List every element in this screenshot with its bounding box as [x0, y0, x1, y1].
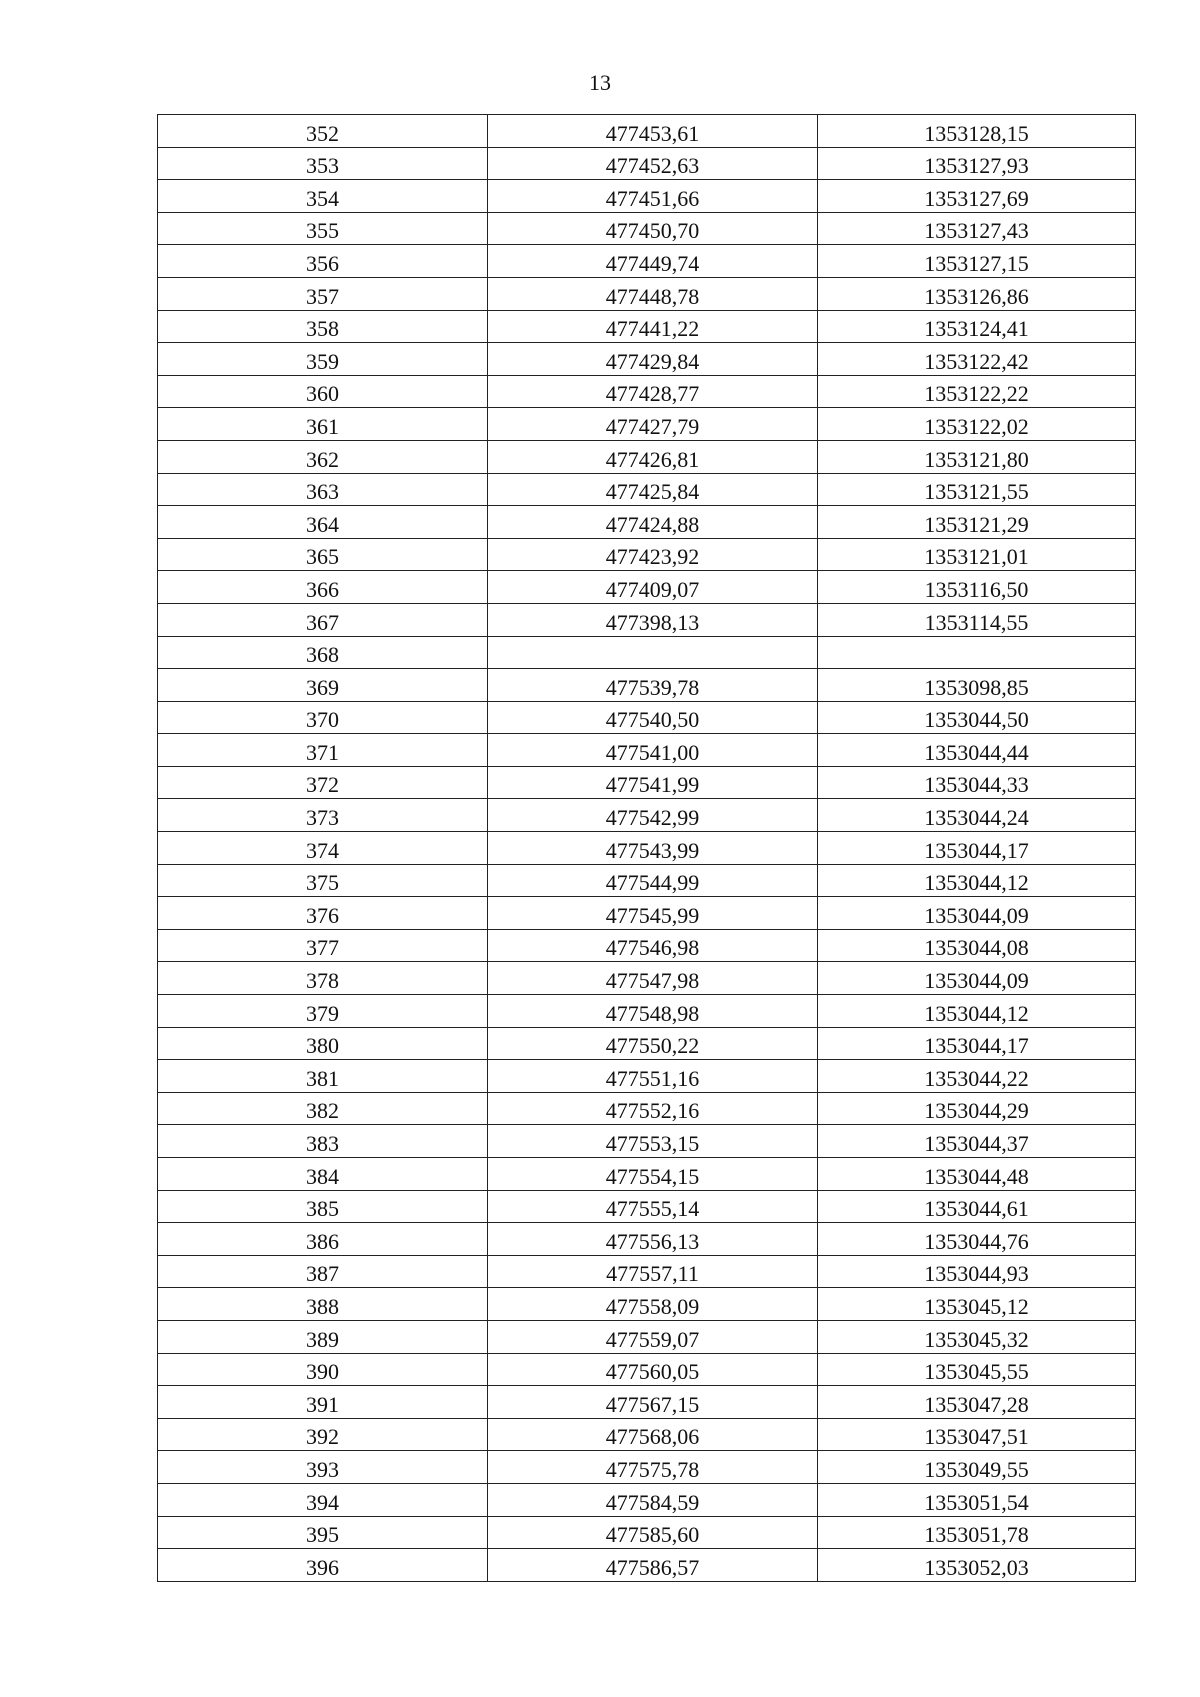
table-row — [158, 1027, 1136, 1060]
point-number-cell: 382 — [158, 1092, 488, 1125]
table-row — [158, 1516, 1136, 1549]
x-coordinate-cell — [488, 636, 818, 669]
table-row — [158, 603, 1136, 636]
page-number: 13 — [589, 70, 611, 95]
table-row — [158, 799, 1136, 832]
x-coordinate-cell: 477575,78 — [488, 1451, 818, 1484]
point-number-cell: 360 — [158, 375, 488, 408]
table-row — [158, 1418, 1136, 1451]
x-coordinate-cell: 477552,16 — [488, 1092, 818, 1125]
point-number-cell: 383 — [158, 1125, 488, 1158]
table-row — [158, 766, 1136, 799]
point-number-cell: 354 — [158, 180, 488, 213]
point-number-cell: 365 — [158, 538, 488, 571]
y-coordinate-cell: 1353044,09 — [818, 897, 1136, 930]
table-row — [158, 1255, 1136, 1288]
point-number-cell: 369 — [158, 669, 488, 702]
point-number-cell: 393 — [158, 1451, 488, 1484]
x-coordinate-cell: 477544,99 — [488, 864, 818, 897]
table-row — [158, 995, 1136, 1028]
y-coordinate-cell: 1353044,61 — [818, 1190, 1136, 1223]
table-row — [158, 473, 1136, 506]
y-coordinate-cell: 1353044,24 — [818, 799, 1136, 832]
y-coordinate-cell: 1353121,80 — [818, 440, 1136, 473]
point-number-cell: 371 — [158, 734, 488, 767]
point-number-cell: 377 — [158, 929, 488, 962]
y-coordinate-cell: 1353044,33 — [818, 766, 1136, 799]
x-coordinate-cell: 477451,66 — [488, 180, 818, 213]
x-coordinate-cell: 477584,59 — [488, 1483, 818, 1516]
point-number-cell: 385 — [158, 1190, 488, 1223]
table-row — [158, 440, 1136, 473]
point-number-cell: 392 — [158, 1418, 488, 1451]
point-number-cell: 384 — [158, 1158, 488, 1191]
y-coordinate-cell: 1353047,51 — [818, 1418, 1136, 1451]
x-coordinate-cell: 477546,98 — [488, 929, 818, 962]
y-coordinate-cell: 1353128,15 — [818, 115, 1136, 148]
y-coordinate-cell: 1353051,78 — [818, 1516, 1136, 1549]
x-coordinate-cell: 477540,50 — [488, 701, 818, 734]
y-coordinate-cell: 1353127,69 — [818, 180, 1136, 213]
point-number-cell: 387 — [158, 1255, 488, 1288]
y-coordinate-cell: 1353121,55 — [818, 473, 1136, 506]
y-coordinate-cell: 1353047,28 — [818, 1386, 1136, 1419]
point-number-cell: 386 — [158, 1223, 488, 1256]
x-coordinate-cell: 477555,14 — [488, 1190, 818, 1223]
x-coordinate-cell: 477541,00 — [488, 734, 818, 767]
x-coordinate-cell: 477567,15 — [488, 1386, 818, 1419]
x-coordinate-cell: 477586,57 — [488, 1549, 818, 1582]
y-coordinate-cell: 1353044,48 — [818, 1158, 1136, 1191]
point-number-cell: 373 — [158, 799, 488, 832]
x-coordinate-cell: 477551,16 — [488, 1060, 818, 1093]
table-row — [158, 180, 1136, 213]
table-row — [158, 962, 1136, 995]
point-number-cell: 370 — [158, 701, 488, 734]
table-row — [158, 1060, 1136, 1093]
y-coordinate-cell: 1353127,93 — [818, 147, 1136, 180]
table-row — [158, 734, 1136, 767]
x-coordinate-cell: 477441,22 — [488, 310, 818, 343]
table-row — [158, 571, 1136, 604]
point-number-cell: 391 — [158, 1386, 488, 1419]
x-coordinate-cell: 477560,05 — [488, 1353, 818, 1386]
y-coordinate-cell: 1353127,43 — [818, 212, 1136, 245]
y-coordinate-cell — [818, 636, 1136, 669]
x-coordinate-cell: 477398,13 — [488, 603, 818, 636]
table-row — [158, 669, 1136, 702]
y-coordinate-cell: 1353045,55 — [818, 1353, 1136, 1386]
y-coordinate-cell: 1353122,02 — [818, 408, 1136, 441]
table-row — [158, 1353, 1136, 1386]
point-number-cell: 388 — [158, 1288, 488, 1321]
table-row — [158, 375, 1136, 408]
y-coordinate-cell: 1353044,93 — [818, 1255, 1136, 1288]
x-coordinate-cell: 477449,74 — [488, 245, 818, 278]
x-coordinate-cell: 477424,88 — [488, 506, 818, 539]
table-row — [158, 506, 1136, 539]
x-coordinate-cell: 477547,98 — [488, 962, 818, 995]
point-number-cell: 381 — [158, 1060, 488, 1093]
table-row — [158, 277, 1136, 310]
y-coordinate-cell: 1353044,17 — [818, 1027, 1136, 1060]
y-coordinate-cell: 1353122,42 — [818, 343, 1136, 376]
y-coordinate-cell: 1353044,08 — [818, 929, 1136, 962]
table-row — [158, 897, 1136, 930]
y-coordinate-cell: 1353127,15 — [818, 245, 1136, 278]
x-coordinate-cell: 477452,63 — [488, 147, 818, 180]
coordinates-table — [157, 114, 1136, 1582]
x-coordinate-cell: 477545,99 — [488, 897, 818, 930]
x-coordinate-cell: 477585,60 — [488, 1516, 818, 1549]
point-number-cell: 380 — [158, 1027, 488, 1060]
y-coordinate-cell: 1353098,85 — [818, 669, 1136, 702]
coordinates-table-body — [158, 115, 1136, 1582]
y-coordinate-cell: 1353051,54 — [818, 1483, 1136, 1516]
point-number-cell: 367 — [158, 603, 488, 636]
x-coordinate-cell: 477559,07 — [488, 1320, 818, 1353]
point-number-cell: 355 — [158, 212, 488, 245]
y-coordinate-cell: 1353052,03 — [818, 1549, 1136, 1582]
y-coordinate-cell: 1353045,32 — [818, 1320, 1136, 1353]
y-coordinate-cell: 1353114,55 — [818, 603, 1136, 636]
table-row — [158, 147, 1136, 180]
table-row — [158, 832, 1136, 865]
point-number-cell: 352 — [158, 115, 488, 148]
y-coordinate-cell: 1353044,12 — [818, 995, 1136, 1028]
table-row — [158, 343, 1136, 376]
x-coordinate-cell: 477453,61 — [488, 115, 818, 148]
x-coordinate-cell: 477568,06 — [488, 1418, 818, 1451]
y-coordinate-cell: 1353126,86 — [818, 277, 1136, 310]
point-number-cell: 353 — [158, 147, 488, 180]
y-coordinate-cell: 1353044,12 — [818, 864, 1136, 897]
x-coordinate-cell: 477541,99 — [488, 766, 818, 799]
y-coordinate-cell: 1353044,09 — [818, 962, 1136, 995]
table-row — [158, 1092, 1136, 1125]
x-coordinate-cell: 477426,81 — [488, 440, 818, 473]
x-coordinate-cell: 477409,07 — [488, 571, 818, 604]
table-row — [158, 1158, 1136, 1191]
x-coordinate-cell: 477558,09 — [488, 1288, 818, 1321]
x-coordinate-cell: 477429,84 — [488, 343, 818, 376]
y-coordinate-cell: 1353124,41 — [818, 310, 1136, 343]
y-coordinate-cell: 1353121,01 — [818, 538, 1136, 571]
table-row — [158, 864, 1136, 897]
point-number-cell: 394 — [158, 1483, 488, 1516]
point-number-cell: 364 — [158, 506, 488, 539]
y-coordinate-cell: 1353045,12 — [818, 1288, 1136, 1321]
point-number-cell: 395 — [158, 1516, 488, 1549]
x-coordinate-cell: 477427,79 — [488, 408, 818, 441]
table-row — [158, 1386, 1136, 1419]
table-row — [158, 1125, 1136, 1158]
point-number-cell: 376 — [158, 897, 488, 930]
point-number-cell: 396 — [158, 1549, 488, 1582]
x-coordinate-cell: 477548,98 — [488, 995, 818, 1028]
x-coordinate-cell: 477556,13 — [488, 1223, 818, 1256]
table-row — [158, 115, 1136, 148]
y-coordinate-cell: 1353044,44 — [818, 734, 1136, 767]
x-coordinate-cell: 477542,99 — [488, 799, 818, 832]
x-coordinate-cell: 477557,11 — [488, 1255, 818, 1288]
y-coordinate-cell: 1353122,22 — [818, 375, 1136, 408]
table-row — [158, 538, 1136, 571]
x-coordinate-cell: 477448,78 — [488, 277, 818, 310]
table-row — [158, 1549, 1136, 1582]
table-row — [158, 212, 1136, 245]
point-number-cell: 362 — [158, 440, 488, 473]
y-coordinate-cell: 1353044,76 — [818, 1223, 1136, 1256]
y-coordinate-cell: 1353044,17 — [818, 832, 1136, 865]
point-number-cell: 368 — [158, 636, 488, 669]
table-row — [158, 1288, 1136, 1321]
y-coordinate-cell: 1353044,37 — [818, 1125, 1136, 1158]
x-coordinate-cell: 477543,99 — [488, 832, 818, 865]
point-number-cell: 378 — [158, 962, 488, 995]
table-row — [158, 245, 1136, 278]
table-row — [158, 929, 1136, 962]
table-row — [158, 1483, 1136, 1516]
y-coordinate-cell: 1353049,55 — [818, 1451, 1136, 1484]
point-number-cell: 366 — [158, 571, 488, 604]
point-number-cell: 375 — [158, 864, 488, 897]
y-coordinate-cell: 1353121,29 — [818, 506, 1136, 539]
table-row — [158, 310, 1136, 343]
table-row — [158, 1451, 1136, 1484]
point-number-cell: 359 — [158, 343, 488, 376]
point-number-cell: 356 — [158, 245, 488, 278]
table-row — [158, 1190, 1136, 1223]
x-coordinate-cell: 477554,15 — [488, 1158, 818, 1191]
x-coordinate-cell: 477450,70 — [488, 212, 818, 245]
point-number-cell: 357 — [158, 277, 488, 310]
x-coordinate-cell: 477539,78 — [488, 669, 818, 702]
table-row — [158, 636, 1136, 669]
table-row — [158, 1320, 1136, 1353]
y-coordinate-cell: 1353044,29 — [818, 1092, 1136, 1125]
table-row — [158, 408, 1136, 441]
x-coordinate-cell: 477425,84 — [488, 473, 818, 506]
point-number-cell: 363 — [158, 473, 488, 506]
x-coordinate-cell: 477550,22 — [488, 1027, 818, 1060]
x-coordinate-cell: 477553,15 — [488, 1125, 818, 1158]
point-number-cell: 358 — [158, 310, 488, 343]
y-coordinate-cell: 1353044,22 — [818, 1060, 1136, 1093]
point-number-cell: 361 — [158, 408, 488, 441]
x-coordinate-cell: 477423,92 — [488, 538, 818, 571]
y-coordinate-cell: 1353116,50 — [818, 571, 1136, 604]
table-row — [158, 701, 1136, 734]
point-number-cell: 372 — [158, 766, 488, 799]
point-number-cell: 379 — [158, 995, 488, 1028]
y-coordinate-cell: 1353044,50 — [818, 701, 1136, 734]
point-number-cell: 374 — [158, 832, 488, 865]
table-row — [158, 1223, 1136, 1256]
point-number-cell: 390 — [158, 1353, 488, 1386]
x-coordinate-cell: 477428,77 — [488, 375, 818, 408]
point-number-cell: 389 — [158, 1320, 488, 1353]
